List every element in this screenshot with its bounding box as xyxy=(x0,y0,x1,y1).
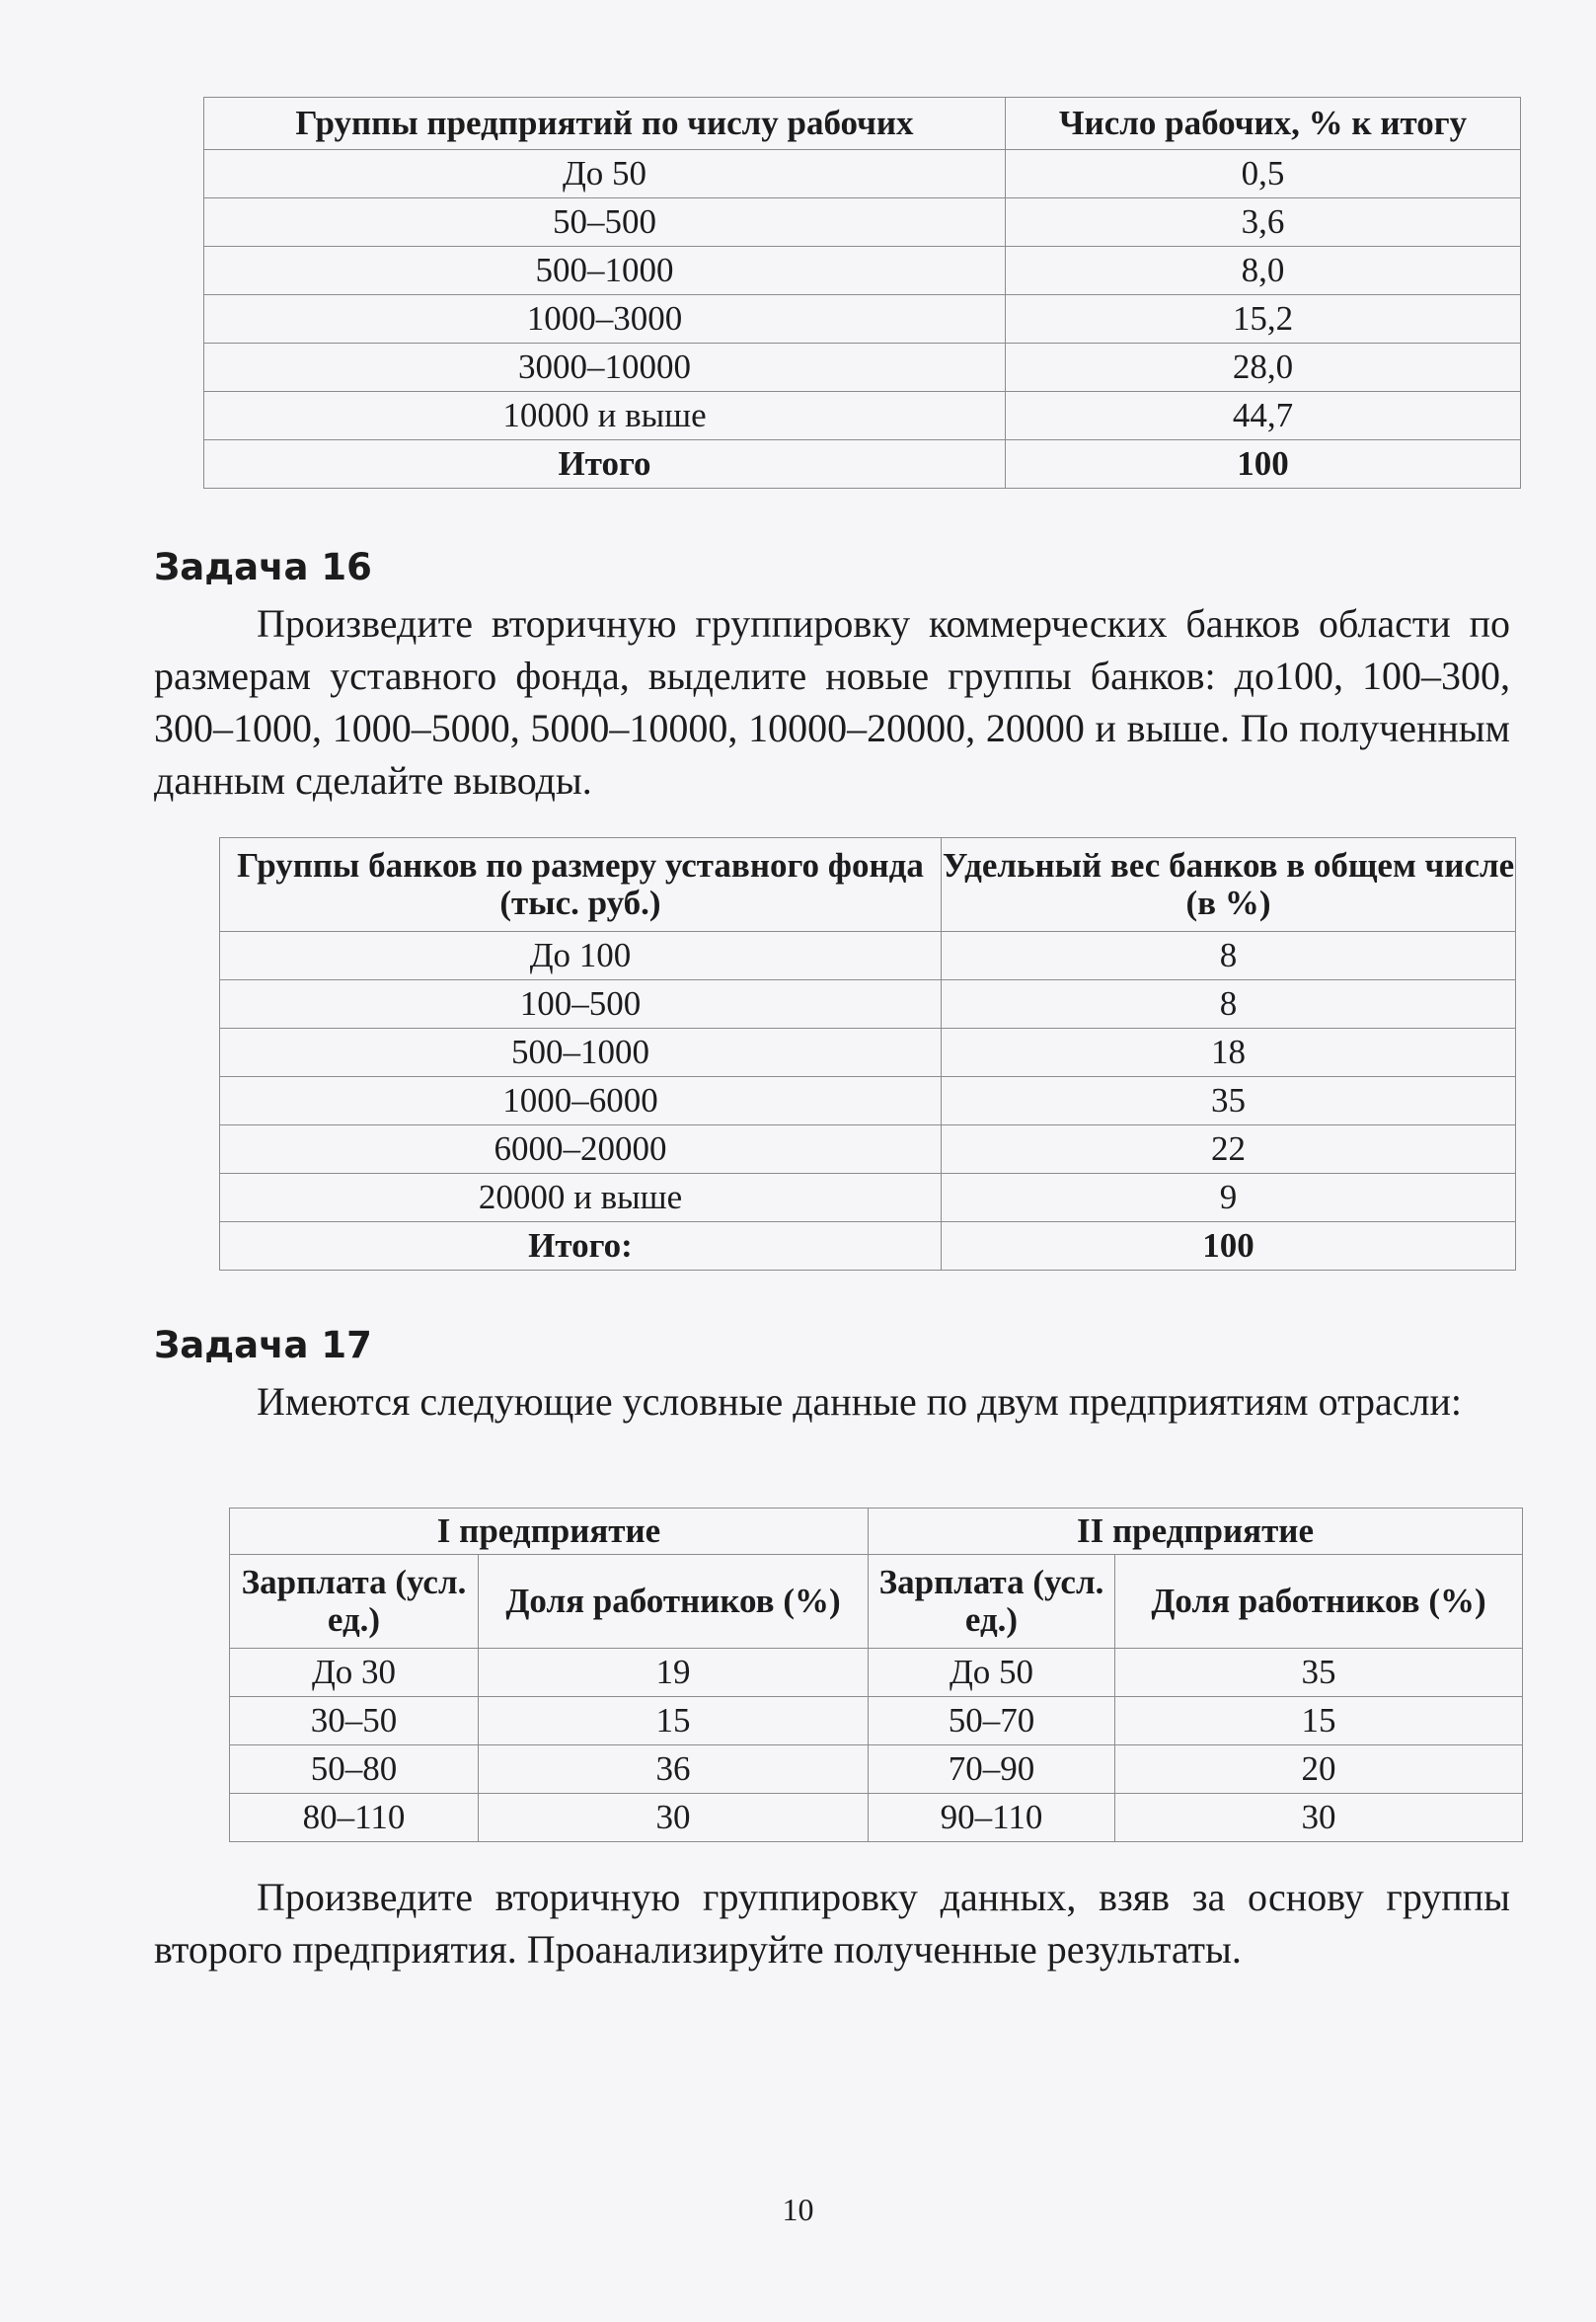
table-cell: 500–1000 xyxy=(204,247,1006,295)
column-header: Удельный вес банков в общем числе (в %) xyxy=(942,838,1516,932)
column-header: Число рабочих, % к итогу xyxy=(1006,98,1521,150)
table-group-header-row xyxy=(230,1509,1523,1555)
table-cell: 30–50 xyxy=(230,1697,479,1745)
table-header-row xyxy=(204,98,1521,150)
column-header: Зарплата (усл. ед.) xyxy=(230,1555,479,1649)
table-cell: 1000–3000 xyxy=(204,295,1006,344)
table-row xyxy=(230,1697,1523,1745)
table-cell: 15,2 xyxy=(1006,295,1521,344)
table-cell: 1000–6000 xyxy=(220,1077,942,1125)
table-cell: 80–110 xyxy=(230,1794,479,1842)
table-row xyxy=(204,247,1521,295)
table-row xyxy=(230,1649,1523,1697)
table-cell: 8 xyxy=(942,980,1516,1029)
table-cell: 3000–10000 xyxy=(204,344,1006,392)
column-header: Доля работников (%) xyxy=(1115,1555,1523,1649)
table-header-row xyxy=(220,838,1516,932)
table-cell: 44,7 xyxy=(1006,392,1521,440)
page-number: 10 xyxy=(782,2192,814,2227)
table-cell: 15 xyxy=(479,1697,869,1745)
table-row xyxy=(204,344,1521,392)
table-row xyxy=(220,1029,1516,1077)
table-cell: 35 xyxy=(942,1077,1516,1125)
workers-groups-table xyxy=(203,97,1521,489)
table-cell: 500–1000 xyxy=(220,1029,942,1077)
table-cell: 50–80 xyxy=(230,1745,479,1794)
table-cell: Итого xyxy=(204,440,1006,489)
table-cell: 20000 и выше xyxy=(220,1174,942,1222)
table-cell: 28,0 xyxy=(1006,344,1521,392)
table-cell: 30 xyxy=(1115,1794,1523,1842)
task-17-conclusion: Произведите вторичную группировку данных, взяв за основу группы второго предприятия. Проанализируйте полученные результаты. xyxy=(154,1875,1510,1972)
table-cell: 10000 и выше xyxy=(204,392,1006,440)
table-cell: До 50 xyxy=(204,150,1006,198)
table-cell: 9 xyxy=(942,1174,1516,1222)
table-cell: До 100 xyxy=(220,932,942,980)
table-cell: 30 xyxy=(479,1794,869,1842)
group-header: I предприятие xyxy=(230,1509,869,1555)
table-cell: 36 xyxy=(479,1745,869,1794)
salary-comparison-table xyxy=(229,1508,1523,1842)
column-header: Группы банков по размеру уставного фонда (тыс. руб.) xyxy=(220,838,942,932)
table-row xyxy=(230,1794,1523,1842)
table-cell: Итого: xyxy=(220,1222,942,1271)
table-cell: До 50 xyxy=(869,1649,1115,1697)
table-cell: До 30 xyxy=(230,1649,479,1697)
table-row xyxy=(220,1125,1516,1174)
table-cell: 100 xyxy=(1006,440,1521,489)
table-row xyxy=(204,150,1521,198)
table-cell: 35 xyxy=(1115,1649,1523,1697)
table-cell: 8 xyxy=(942,932,1516,980)
group-header: II предприятие xyxy=(869,1509,1523,1555)
table-cell: 19 xyxy=(479,1649,869,1697)
table-row xyxy=(204,198,1521,247)
table-cell: 3,6 xyxy=(1006,198,1521,247)
table-cell: 6000–20000 xyxy=(220,1125,942,1174)
table-cell: 50–500 xyxy=(204,198,1006,247)
table-cell: 100 xyxy=(942,1222,1516,1271)
table-header-row xyxy=(230,1555,1523,1649)
banks-groups-table xyxy=(219,837,1516,1271)
table-total-row xyxy=(220,1222,1516,1271)
table-cell: 18 xyxy=(942,1029,1516,1077)
table-cell: 100–500 xyxy=(220,980,942,1029)
table-cell: 50–70 xyxy=(869,1697,1115,1745)
table-cell: 0,5 xyxy=(1006,150,1521,198)
table-cell: 20 xyxy=(1115,1745,1523,1794)
table-row xyxy=(204,392,1521,440)
table-row xyxy=(220,1077,1516,1125)
table-cell: 22 xyxy=(942,1125,1516,1174)
table-row xyxy=(220,980,1516,1029)
task-16-text: Произведите вторичную группировку коммерческих банков области по размерам уставного фонда, выделите новые группы банков: до100, 100–300, 300–1000, 1000–5000, 5000–10000, 10000–20000, 20000 и выше. По полученным данным сделайте выводы. xyxy=(154,601,1510,803)
table-cell: 15 xyxy=(1115,1697,1523,1745)
task-17-heading: Задача 17 xyxy=(154,1324,372,1366)
task-17-intro: Имеются следующие условные данные по двум предприятиям отрасли: xyxy=(257,1379,1463,1424)
table-row xyxy=(204,295,1521,344)
table-total-row xyxy=(204,440,1521,489)
table-cell: 70–90 xyxy=(869,1745,1115,1794)
column-header: Группы предприятий по числу рабочих xyxy=(204,98,1006,150)
table-cell: 8,0 xyxy=(1006,247,1521,295)
column-header: Зарплата (усл. ед.) xyxy=(869,1555,1115,1649)
column-header: Доля работников (%) xyxy=(479,1555,869,1649)
table-row xyxy=(220,1174,1516,1222)
table-row xyxy=(230,1745,1523,1794)
table-row xyxy=(220,932,1516,980)
task-16-heading: Задача 16 xyxy=(154,546,372,588)
table-cell: 90–110 xyxy=(869,1794,1115,1842)
